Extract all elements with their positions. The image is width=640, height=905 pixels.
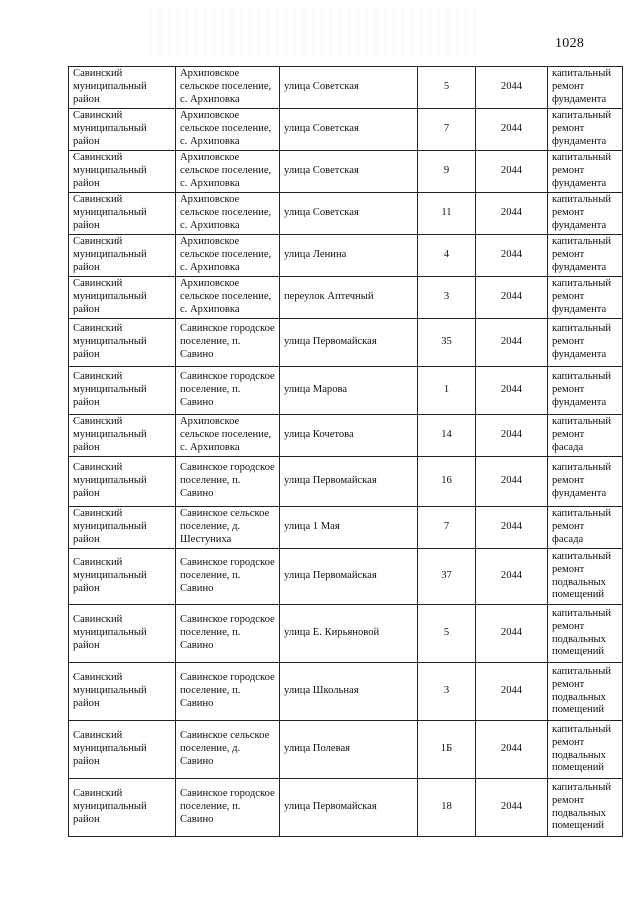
district-cell: Савинский муниципальный район xyxy=(69,779,176,837)
street-cell: улица Первомайская xyxy=(280,779,418,837)
year-cell: 2044 xyxy=(476,277,548,319)
house-number-cell: 1Б xyxy=(418,721,476,779)
street-cell: улица Кочетова xyxy=(280,415,418,457)
settlement-cell: Савинское городское поселение, п. Савино xyxy=(176,779,280,837)
table-row xyxy=(69,549,623,605)
district-cell: Савинский муниципальный район xyxy=(69,151,176,193)
street-cell: улица Советская xyxy=(280,151,418,193)
street-cell: улица Школьная xyxy=(280,663,418,721)
street-cell: улица Советская xyxy=(280,193,418,235)
house-number-cell: 14 xyxy=(418,415,476,457)
table-row xyxy=(69,507,623,549)
district-cell: Савинский муниципальный район xyxy=(69,605,176,663)
settlement-cell: Архиповское сельское поселение, с. Архиповка xyxy=(176,151,280,193)
table-row xyxy=(69,779,623,837)
settlement-cell: Савинское городское поселение, п. Савино xyxy=(176,605,280,663)
street-cell: улица 1 Мая xyxy=(280,507,418,549)
district-cell: Савинский муниципальный район xyxy=(69,721,176,779)
work-type-cell: капитальный ремонт фундамента xyxy=(548,151,623,193)
house-number-cell: 3 xyxy=(418,277,476,319)
table-row xyxy=(69,193,623,235)
district-cell: Савинский муниципальный район xyxy=(69,193,176,235)
year-cell: 2044 xyxy=(476,235,548,277)
table-row xyxy=(69,151,623,193)
work-type-cell: капитальный ремонт фасада xyxy=(548,507,623,549)
year-cell: 2044 xyxy=(476,507,548,549)
house-number-cell: 18 xyxy=(418,779,476,837)
table-row xyxy=(69,721,623,779)
page-number: 1028 xyxy=(555,36,585,51)
work-type-cell: капитальный ремонт фундамента xyxy=(548,193,623,235)
table-row xyxy=(69,109,623,151)
year-cell: 2044 xyxy=(476,109,548,151)
work-type-cell: капитальный ремонт фундамента xyxy=(548,277,623,319)
table-row xyxy=(69,367,623,415)
year-cell: 2044 xyxy=(476,193,548,235)
table-row xyxy=(69,415,623,457)
street-cell: улица Ленина xyxy=(280,235,418,277)
year-cell: 2044 xyxy=(476,457,548,507)
street-cell: улица Полевая xyxy=(280,721,418,779)
housing-repair-table xyxy=(68,66,623,837)
year-cell: 2044 xyxy=(476,721,548,779)
settlement-cell: Савинское городское поселение, п. Савино xyxy=(176,367,280,415)
work-type-cell: капитальный ремонт подвальных помещений xyxy=(548,721,623,779)
house-number-cell: 5 xyxy=(418,67,476,109)
settlement-cell: Савинское городское поселение, п. Савино xyxy=(176,319,280,367)
district-cell: Савинский муниципальный район xyxy=(69,549,176,605)
street-cell: улица Советская xyxy=(280,109,418,151)
district-cell: Савинский муниципальный район xyxy=(69,367,176,415)
table-row xyxy=(69,663,623,721)
house-number-cell: 5 xyxy=(418,605,476,663)
district-cell: Савинский муниципальный район xyxy=(69,277,176,319)
work-type-cell: капитальный ремонт фундамента xyxy=(548,235,623,277)
district-cell: Савинский муниципальный район xyxy=(69,415,176,457)
work-type-cell: капитальный ремонт фасада xyxy=(548,415,623,457)
work-type-cell: капитальный ремонт фундамента xyxy=(548,67,623,109)
work-type-cell: капитальный ремонт подвальных помещений xyxy=(548,549,623,605)
year-cell: 2044 xyxy=(476,549,548,605)
district-cell: Савинский муниципальный район xyxy=(69,319,176,367)
table-row xyxy=(69,277,623,319)
year-cell: 2044 xyxy=(476,67,548,109)
settlement-cell: Архиповское сельское поселение, с. Архиповка xyxy=(176,67,280,109)
house-number-cell: 11 xyxy=(418,193,476,235)
house-number-cell: 35 xyxy=(418,319,476,367)
table-row xyxy=(69,67,623,109)
scan-artifact xyxy=(150,8,480,58)
work-type-cell: капитальный ремонт фундамента xyxy=(548,457,623,507)
work-type-cell: капитальный ремонт фундамента xyxy=(548,319,623,367)
work-type-cell: капитальный ремонт фундамента xyxy=(548,109,623,151)
district-cell: Савинский муниципальный район xyxy=(69,507,176,549)
year-cell: 2044 xyxy=(476,605,548,663)
settlement-cell: Савинское сельское поселение, д. Савино xyxy=(176,721,280,779)
house-number-cell: 7 xyxy=(418,507,476,549)
district-cell: Савинский муниципальный район xyxy=(69,235,176,277)
year-cell: 2044 xyxy=(476,319,548,367)
street-cell: улица Е. Кирьяновой xyxy=(280,605,418,663)
settlement-cell: Архиповское сельское поселение, с. Архиповка xyxy=(176,109,280,151)
table-row xyxy=(69,605,623,663)
year-cell: 2044 xyxy=(476,779,548,837)
work-type-cell: капитальный ремонт фундамента xyxy=(548,367,623,415)
settlement-cell: Савинское городское поселение, п. Савино xyxy=(176,457,280,507)
table-row xyxy=(69,319,623,367)
district-cell: Савинский муниципальный район xyxy=(69,457,176,507)
year-cell: 2044 xyxy=(476,415,548,457)
settlement-cell: Савинское сельское поселение, д. Шестуниха xyxy=(176,507,280,549)
street-cell: улица Марова xyxy=(280,367,418,415)
house-number-cell: 7 xyxy=(418,109,476,151)
year-cell: 2044 xyxy=(476,367,548,415)
house-number-cell: 9 xyxy=(418,151,476,193)
street-cell: улица Первомайская xyxy=(280,457,418,507)
house-number-cell: 37 xyxy=(418,549,476,605)
work-type-cell: капитальный ремонт подвальных помещений xyxy=(548,663,623,721)
street-cell: улица Первомайская xyxy=(280,319,418,367)
year-cell: 2044 xyxy=(476,663,548,721)
district-cell: Савинский муниципальный район xyxy=(69,663,176,721)
street-cell: улица Советская xyxy=(280,67,418,109)
year-cell: 2044 xyxy=(476,151,548,193)
house-number-cell: 4 xyxy=(418,235,476,277)
street-cell: переулок Аптечный xyxy=(280,277,418,319)
street-cell: улица Первомайская xyxy=(280,549,418,605)
district-cell: Савинский муниципальный район xyxy=(69,67,176,109)
work-type-cell: капитальный ремонт подвальных помещений xyxy=(548,779,623,837)
house-number-cell: 16 xyxy=(418,457,476,507)
settlement-cell: Архиповское сельское поселение, с. Архиповка xyxy=(176,193,280,235)
table-row xyxy=(69,235,623,277)
settlement-cell: Архиповское сельское поселение, с. Архиповка xyxy=(176,235,280,277)
work-type-cell: капитальный ремонт подвальных помещений xyxy=(548,605,623,663)
settlement-cell: Архиповское сельское поселение, с. Архиповка xyxy=(176,277,280,319)
settlement-cell: Савинское городское поселение, п. Савино xyxy=(176,549,280,605)
district-cell: Савинский муниципальный район xyxy=(69,109,176,151)
house-number-cell: 3 xyxy=(418,663,476,721)
table-row xyxy=(69,457,623,507)
settlement-cell: Архиповское сельское поселение, с. Архиповка xyxy=(176,415,280,457)
settlement-cell: Савинское городское поселение, п. Савино xyxy=(176,663,280,721)
house-number-cell: 1 xyxy=(418,367,476,415)
